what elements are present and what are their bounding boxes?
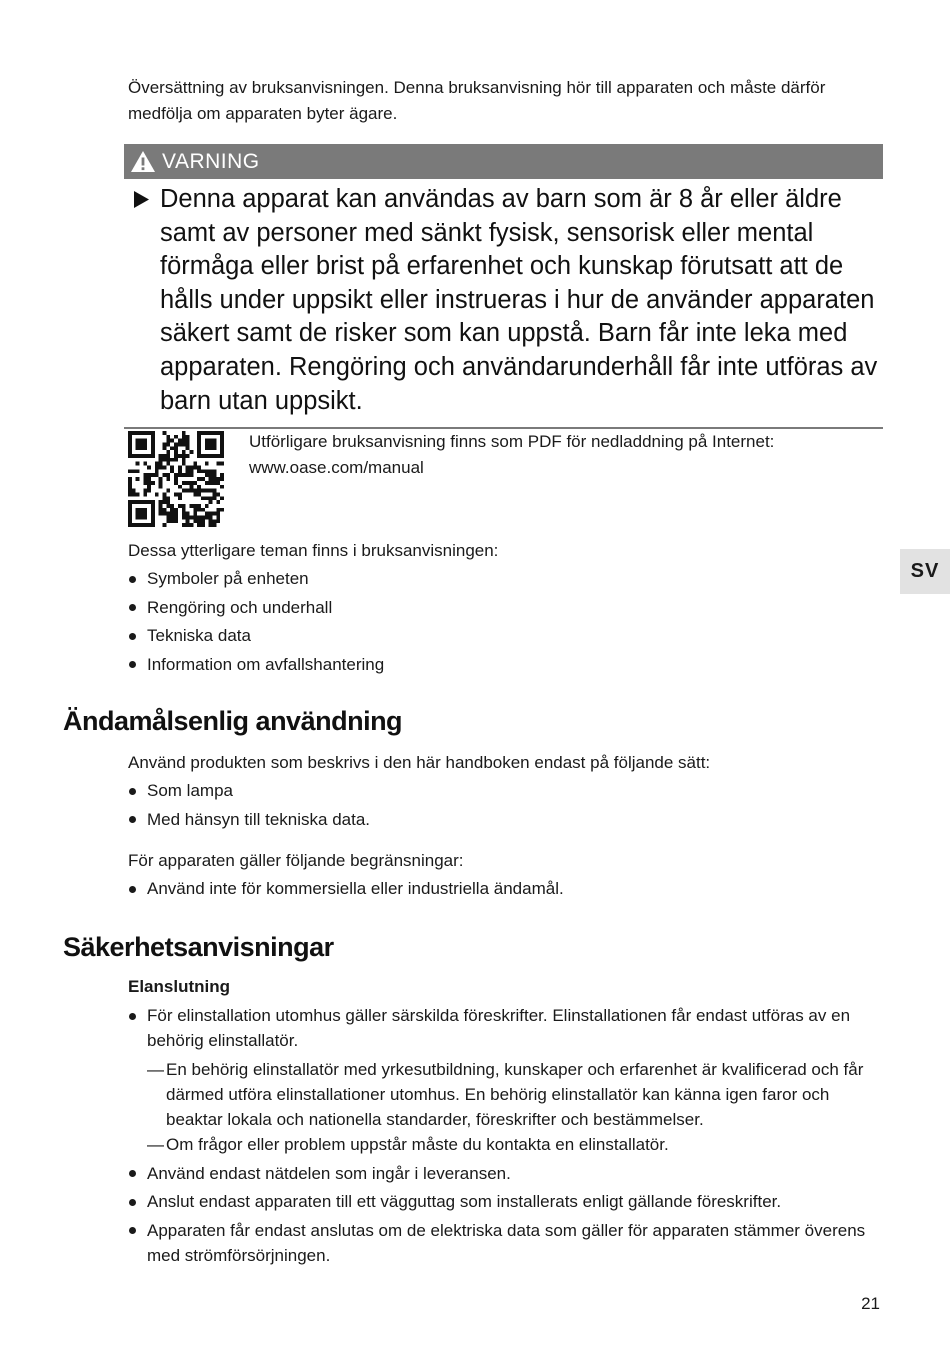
intended-use-intro: Använd produkten som beskrivs i den här handboken endast på följande sätt: bbox=[128, 753, 711, 772]
qr-code-icon bbox=[128, 431, 224, 527]
warning-title: VARNING bbox=[162, 149, 260, 173]
list-item: Apparaten får endast anslutas om de elektriska data som gäller för apparaten stämmer överens med strömförsörjningen. bbox=[128, 1218, 880, 1268]
list-item: Med hänsyn till tekniska data. bbox=[128, 807, 880, 832]
topics-list bbox=[128, 566, 880, 680]
safety-heading: Säkerhetsanvisningar bbox=[63, 932, 334, 962]
qr-info bbox=[249, 429, 869, 481]
warning-text: Denna apparat kan användas av barn som är 8 år eller äldre samt av personer med sänkt fysisk, sensorisk eller mental förmåga eller brist på erfarenhet och kunskap förutsatt att de hålls under uppsikt eller instrueras i hur de använder apparaten säkert samt de risker som kan uppstå. Barn får inte leka med apparaten. Rengöring och användarunderhåll får inte utföras av barn utan uppsikt. bbox=[160, 185, 878, 415]
restrictions-intro: För apparaten gäller följande begränsningar: bbox=[128, 851, 464, 870]
list-item: Symboler på enheten bbox=[128, 566, 880, 591]
arrow-right-icon bbox=[134, 191, 149, 208]
page-number: 21 bbox=[861, 1294, 880, 1313]
intended-use-heading: Ändamålsenlig användning bbox=[63, 706, 403, 736]
sub-list bbox=[147, 1057, 880, 1158]
list-item: Använd inte för kommersiella eller industriella ändamål. bbox=[128, 876, 880, 901]
qr-info-text: Utförligare bruksanvisning finns som PDF för nedladdning på Internet: bbox=[249, 432, 775, 451]
warning-body bbox=[124, 179, 883, 427]
list-item: Tekniska data bbox=[128, 623, 880, 648]
list-item: Använd endast nätdelen som ingår i leveransen. bbox=[128, 1161, 880, 1186]
warning-box bbox=[124, 144, 883, 429]
topics-intro: Dessa ytterligare teman finns i bruksanvisningen: bbox=[128, 541, 499, 560]
sub-list-item: — Om frågor eller problem uppstår måste du kontakta en elinstallatör. bbox=[147, 1135, 669, 1154]
restrictions-list bbox=[128, 876, 880, 905]
intro-text: Översättning av bruksanvisningen. Denna bruksanvisning hör till apparaten och måste därför medfölja om apparaten byter ägare. bbox=[128, 78, 826, 123]
manual-url[interactable]: www.oase.com/manual bbox=[249, 458, 424, 477]
list-item: Information om avfallshantering bbox=[128, 652, 880, 677]
intended-use-list bbox=[128, 778, 880, 835]
sub-list-item: — En behörig elinstallatör med yrkesutbildning, kunskaper och erfarenhet är kvalificerad och får därmed utföra elinstallationer utomhus. En behörig elinstallatör kan känna igen faror och beaktar lokala och nationella standarder, föreskrifter och bestämmelser. bbox=[147, 1059, 864, 1129]
list-item: Rengöring och underhall bbox=[128, 595, 880, 620]
list-item: Som lampa bbox=[128, 778, 880, 803]
safety-list bbox=[128, 1003, 880, 1271]
electrical-subheading: Elanslutning bbox=[128, 977, 230, 996]
list-item: För elinstallation utomhus gäller särskilda föreskrifter. Elinstallationen får endast utföras av en behörig elinstallatör. bbox=[128, 1003, 880, 1053]
list-item: Anslut endast apparaten till ett vägguttag som installerats enligt gällande föreskrifter. bbox=[128, 1189, 880, 1214]
warning-header bbox=[124, 144, 883, 179]
language-tab: SV bbox=[900, 549, 950, 594]
warning-triangle-icon bbox=[130, 150, 156, 173]
